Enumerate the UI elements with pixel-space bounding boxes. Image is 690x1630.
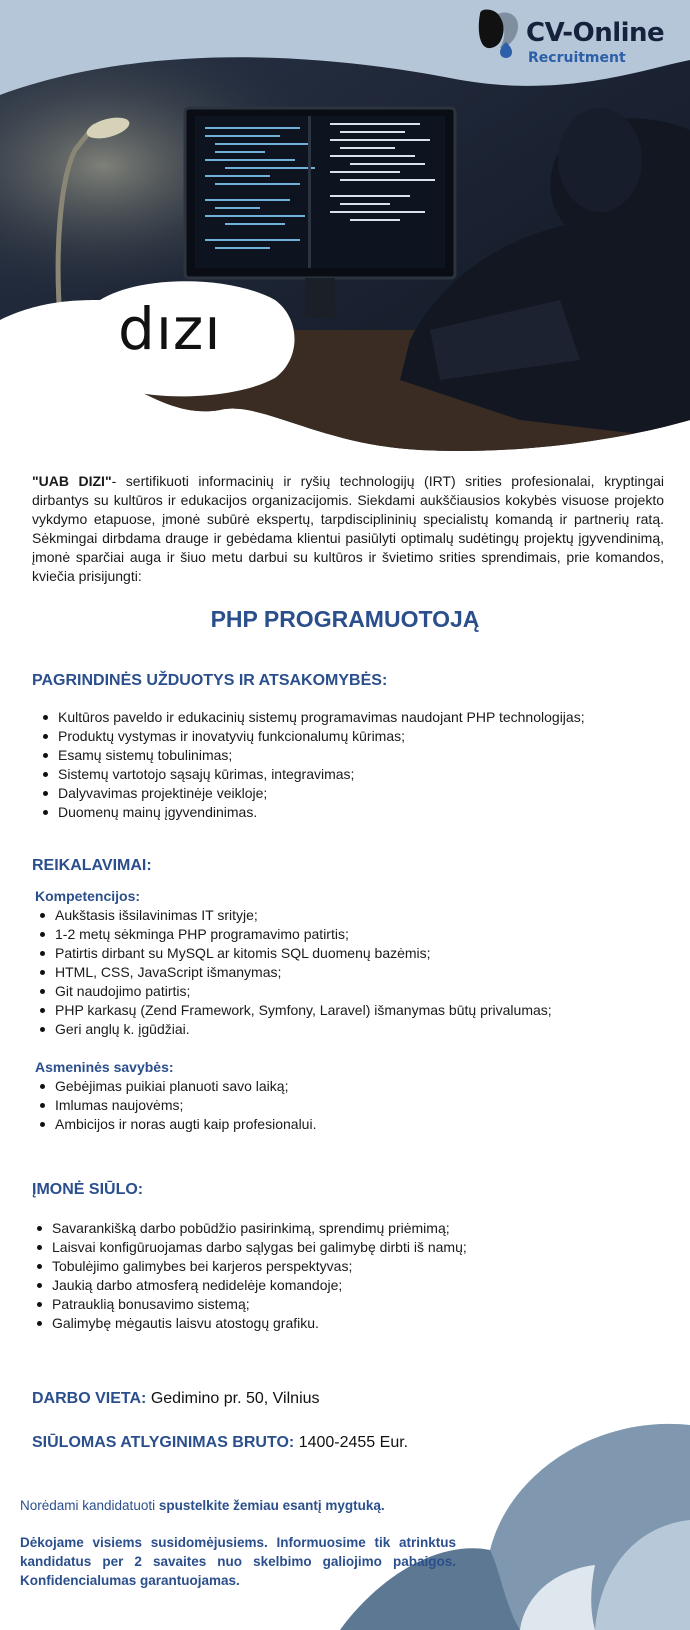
company-name: "UAB DIZI": [32, 473, 112, 489]
competencies-list: [33, 906, 552, 1039]
location-value: Gedimino pr. 50, Vilnius: [150, 1390, 320, 1407]
personal-list: [33, 1077, 316, 1134]
tasks-list: [36, 708, 585, 822]
job-title: PHP PROGRAMUOTOJĄ: [210, 606, 480, 632]
list-item: Kultūros paveldo ir edukacinių sistemų programavimas naudojant PHP technologijas;: [36, 708, 585, 727]
list-item: Tobulėjimo galimybes bei karjeros perspektyvas;: [30, 1257, 467, 1276]
hero-banner: [0, 0, 690, 460]
dizi-logo: dızı: [118, 295, 222, 363]
list-item: Git naudojimo patirtis;: [33, 982, 552, 1001]
list-item: Ambicijos ir noras augti kaip profesionalui.: [33, 1115, 316, 1134]
list-item: Geri anglų k. įgūdžiai.: [33, 1020, 552, 1039]
list-item: Patirtis dirbant su MySQL ar kitomis SQL duomenų bazėmis;: [33, 944, 552, 963]
list-item: Jaukią darbo atmosferą nedidelėje komandoje;: [30, 1276, 467, 1295]
salary-value: 1400-2455 Eur.: [298, 1434, 409, 1451]
cv-online-logo: [476, 6, 676, 66]
apply-prefix: Norėdami kandidatuoti: [20, 1498, 159, 1513]
thanks-text: Dėkojame visiems susidomėjusiems. Informuosime tik atrinktus kandidatus per 2 savaites nuo skelbimo galiojimo pabaigos. Konfidencialumas garantuojamas.: [20, 1535, 456, 1588]
list-item: Laisvai konfigūruojamas darbo sąlygas bei galimybę dirbti iš namų;: [30, 1238, 467, 1257]
thanks-note: [20, 1533, 456, 1590]
company-intro: [32, 472, 664, 586]
list-item: Gebėjimas puikiai planuoti savo laiką;: [33, 1077, 316, 1096]
intro-text: - sertifikuoti informacinių ir ryšių technologijų (IRT) srities profesionalai, kryptingai dirbantys su kultūros ir edukacijos organizacijomis. Siekdami aukščiausios kokybės visuose projekto vykdymo etapuose, įmonė subūrė ekspertų, tarpdisciplininių specialistų komandą ir partnerių ratą. Sėkmingai dirbdama drauge ir gebėdama klientui pasiūlyti optimalų sudėtingų projektų įgyvendinimą, įmonė sparčiai auga ir šiuo metu darbui su kultūros ir švietimo srities sprendimais, prie komandos, kviečia prisijungti:: [32, 473, 665, 584]
cv-online-name: CV-Online: [526, 18, 665, 48]
tasks-heading: PAGRINDINĖS UŽDUOTYS IR ATSAKOMYBĖS:: [32, 672, 388, 689]
list-item: Savarankišką darbo pobūdžio pasirinkimą, sprendimų priėmimą;: [30, 1219, 467, 1238]
apply-instructions: [20, 1496, 456, 1515]
salary-line: [32, 1434, 408, 1452]
salary-label: SIŪLOMAS ATLYGINIMAS BRUTO:: [32, 1434, 295, 1451]
list-item: Patrauklią bonusavimo sistemą;: [30, 1295, 467, 1314]
list-item: PHP karkasų (Zend Framework, Symfony, Laravel) išmanymas būtų privalumas;: [33, 1001, 552, 1020]
list-item: HTML, CSS, JavaScript išmanymas;: [33, 963, 552, 982]
cv-online-mark-icon: [476, 8, 522, 58]
list-item: Produktų vystymas ir inovatyvių funkcionalumų kūrimas;: [36, 727, 585, 746]
offer-heading: ĮMONĖ SIŪLO:: [32, 1181, 144, 1198]
requirements-heading: REIKALAVIMAI:: [32, 857, 152, 874]
list-item: Imlumas naujovėms;: [33, 1096, 316, 1115]
apply-bold: spustelkite žemiau esantį mygtuką.: [158, 1498, 385, 1513]
list-item: Duomenų mainų įgyvendinimas.: [36, 803, 585, 822]
work-location: [32, 1390, 320, 1408]
list-item: Dalyvavimas projektinėje veikloje;: [36, 784, 585, 803]
list-item: Aukštasis išsilavinimas IT srityje;: [33, 906, 552, 925]
offer-list: [30, 1219, 467, 1333]
personal-heading: Asmeninės savybės:: [35, 1059, 174, 1075]
list-item: Esamų sistemų tobulinimas;: [36, 746, 585, 765]
location-label: DARBO VIETA:: [32, 1390, 147, 1407]
competencies-heading: Kompetencijos:: [35, 888, 141, 904]
list-item: 1-2 metų sėkminga PHP programavimo patirtis;: [33, 925, 552, 944]
list-item: Sistemų vartotojo sąsajų kūrimas, integravimas;: [36, 765, 585, 784]
cv-online-subtitle: Recruitment: [528, 50, 626, 66]
hero-photo: [0, 0, 690, 460]
list-item: Galimybę mėgautis laisvu atostogų grafiku.: [30, 1314, 467, 1333]
